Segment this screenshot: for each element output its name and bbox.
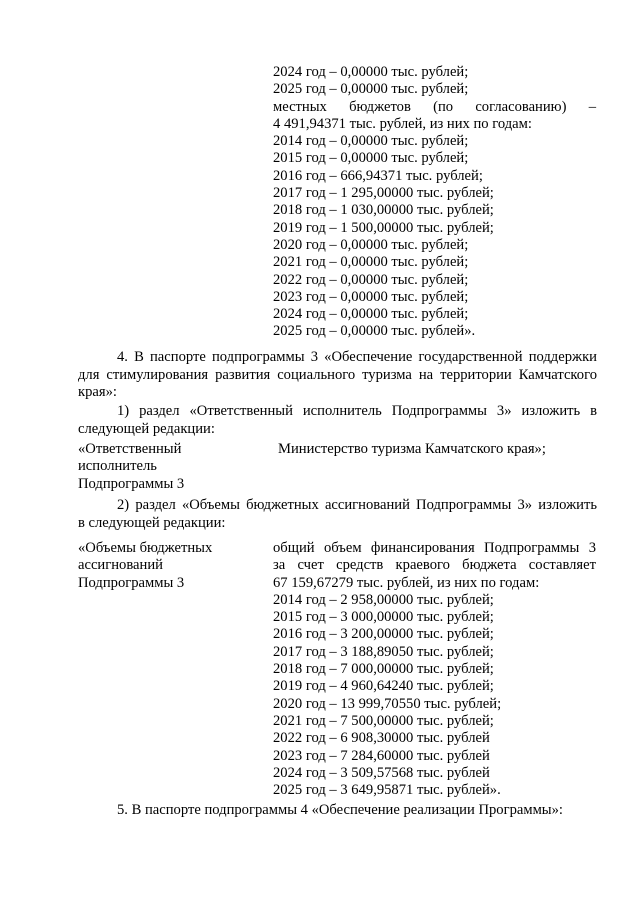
label-line: Подпрограммы 3: [78, 574, 185, 591]
paragraph-line: 5. В паспорте подпрограммы 4 «Обеспечение реализации Программы»:: [117, 802, 563, 818]
list-line: 2020 год – 0,00000 тыс. рублей;: [273, 236, 469, 253]
list-line: 2015 год – 0,00000 тыс. рублей;: [273, 150, 469, 167]
value-line: 2022 год – 6 908,30000 тыс. рублей: [273, 730, 490, 747]
paragraph-line: 4. В паспорте подпрограммы 3 «Обеспечение государственной поддержки: [117, 349, 597, 365]
item-4-paragraph: [78, 349, 597, 402]
responsible-label: [78, 441, 258, 493]
list-line: 2024 год – 0,00000 тыс. рублей;: [273, 64, 469, 80]
value-line: 2014 год – 2 958,00000 тыс. рублей;: [273, 591, 494, 608]
item-5-paragraph: [78, 802, 597, 820]
value-line: 67 159,67279 тыс. рублей, из них по годам:: [273, 574, 540, 591]
value-line: 2016 год – 3 200,00000 тыс. рублей;: [273, 626, 494, 643]
list-line: 4 491,94371 тыс. рублей, из них по годам:: [273, 115, 532, 132]
word: бюджетов: [349, 98, 411, 115]
list-line: 2016 год – 666,94371 тыс. рублей;: [273, 167, 483, 184]
word: местных: [273, 98, 327, 115]
sub-1-paragraph: [78, 403, 597, 438]
label-line: исполнитель: [78, 458, 157, 475]
budget-label: [78, 540, 258, 592]
word: (по: [433, 98, 454, 115]
responsible-value: [278, 441, 598, 458]
list-line: 2023 год – 0,00000 тыс. рублей;: [273, 288, 469, 305]
value-line: 2017 год – 3 188,89050 тыс. рублей;: [273, 643, 494, 660]
list-line: 2017 год – 1 295,00000 тыс. рублей;: [273, 185, 494, 202]
label-line: Подпрограммы 3: [78, 475, 185, 492]
value-line: 2021 год – 7 500,00000 тыс. рублей;: [273, 712, 494, 729]
list-line: 2022 год – 0,00000 тыс. рублей;: [273, 271, 469, 288]
value-line: 2018 год – 7 000,00000 тыс. рублей;: [273, 661, 494, 678]
value-line: 2019 год – 4 960,64240 тыс. рублей;: [273, 678, 494, 695]
value-line: 2023 год – 7 284,60000 тыс. рублей: [273, 747, 490, 764]
list-line: 2018 год – 1 030,00000 тыс. рублей;: [273, 202, 494, 219]
local-budgets-line: [273, 99, 596, 116]
label-line: «Объемы бюджетных: [78, 540, 213, 556]
list-line: 2021 год – 0,00000 тыс. рублей;: [273, 254, 469, 271]
value-line: 2025 год – 3 649,95871 тыс. рублей».: [273, 782, 501, 799]
paragraph-line: следующей редакции:: [78, 420, 215, 437]
list-line: 2025 год – 0,00000 тыс. рублей;: [273, 81, 469, 98]
list-line: 2019 год – 1 500,00000 тыс. рублей;: [273, 219, 494, 236]
value-line: Министерство туризма Камчатского края»;: [278, 441, 546, 457]
paragraph-line: в следующей редакции:: [78, 514, 226, 531]
word: –: [588, 98, 596, 115]
word: согласованию): [475, 98, 567, 115]
value-line: за счет средств краевого бюджета составляет: [273, 557, 596, 574]
label-line: ассигнований: [78, 557, 163, 574]
paragraph-line: для стимулирования развития социального туризма на территории Камчатского: [78, 366, 597, 383]
list-line: 2025 год – 0,00000 тыс. рублей».: [273, 323, 476, 340]
sub-2-paragraph: [78, 497, 597, 532]
list-line: 2014 год – 0,00000 тыс. рублей;: [273, 133, 469, 150]
value-line: общий объем финансирования Подпрограммы 3: [273, 540, 596, 556]
list-line: 2024 год – 0,00000 тыс. рублей;: [273, 306, 469, 323]
paragraph-line: 1) раздел «Ответственный исполнитель Подпрограммы 3» изложить в: [117, 403, 597, 419]
budget-value: [273, 540, 596, 799]
top-funding-list: [273, 64, 596, 341]
paragraph-line: 2) раздел «Объемы бюджетных ассигнований Подпрограммы 3» изложить: [117, 497, 597, 513]
value-line: 2015 год – 3 000,00000 тыс. рублей;: [273, 609, 494, 626]
value-line: 2020 год – 13 999,70550 тыс. рублей;: [273, 695, 502, 712]
value-line: 2024 год – 3 509,57568 тыс. рублей: [273, 764, 490, 781]
paragraph-line: края»:: [78, 384, 117, 400]
label-line: «Ответственный: [78, 441, 182, 457]
